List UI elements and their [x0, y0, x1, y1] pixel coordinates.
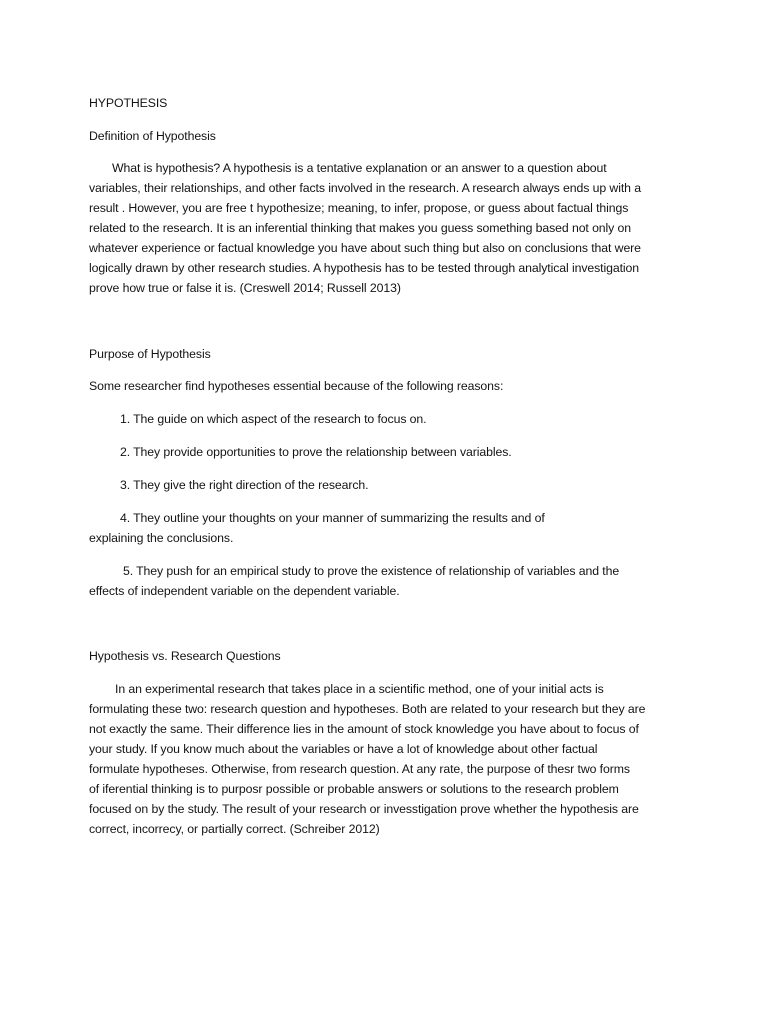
definition-paragraph — [89, 158, 641, 298]
paragraph-line: whatever experience or factual knowledge you have about such thing but also on conclusions that were — [89, 241, 641, 255]
paragraph-line: formulating these two: research question and hypotheses. Both are related to your research but they are — [89, 702, 646, 716]
paragraph-line: your study. If you know much about the variables or have a lot of knowledge about other factual — [89, 742, 598, 756]
paragraph-line: In an experimental research that takes place in a scientific method, one of your initial acts is — [115, 682, 604, 696]
paragraph-line: of iferential thinking is to purposr possible or probable answers or solutions to the research problem — [89, 782, 619, 796]
reason-text: 5. They push for an empirical study to prove the existence of relationship of variables and the — [123, 564, 620, 578]
paragraph-line: formulate hypotheses. Otherwise, from research question. At any rate, the purpose of thesr two forms — [89, 762, 630, 776]
reason-item-5 — [89, 561, 619, 601]
paragraph-line: prove how true or false it is. (Creswell 2014; Russell 2013) — [89, 281, 401, 295]
paragraph-line: result . However, you are free t hypothesize; meaning, to infer, propose, or guess about factual things — [89, 201, 629, 215]
reason-item-4 — [89, 508, 545, 548]
document-title: HYPOTHESIS — [89, 96, 168, 110]
reason-item-1 — [120, 409, 426, 429]
reason-text: 1. The guide on which aspect of the research to focus on. — [120, 412, 427, 426]
reason-text: 4. They outline your thoughts on your manner of summarizing the results and of — [120, 511, 545, 525]
vs-paragraph — [89, 679, 645, 839]
reason-continuation: effects of independent variable on the dependent variable. — [89, 584, 400, 598]
paragraph-line: correct, incorrecy, or partially correct. (Schreiber 2012) — [89, 822, 380, 836]
reason-text: 3. They give the right direction of the research. — [120, 478, 369, 492]
vs-heading: Hypothesis vs. Research Questions — [89, 649, 281, 663]
paragraph-line: What is hypothesis? A hypothesis is a tentative explanation or an answer to a question about — [112, 161, 607, 175]
definition-heading: Definition of Hypothesis — [89, 129, 216, 143]
reason-item-3 — [120, 475, 368, 495]
paragraph-line: focused on by the study. The result of your research or invesstigation prove whether the hypothesis are — [89, 802, 639, 816]
purpose-heading: Purpose of Hypothesis — [89, 347, 211, 361]
reason-item-2 — [120, 442, 512, 462]
paragraph-line: logically drawn by other research studies. A hypothesis has to be tested through analytical investigation — [89, 261, 640, 275]
purpose-intro: Some researcher find hypotheses essential because of the following reasons: — [89, 379, 504, 393]
reason-text: 2. They provide opportunities to prove the relationship between variables. — [120, 445, 512, 459]
paragraph-line: variables, their relationships, and other facts involved in the research. A research always ends up with a — [89, 181, 641, 195]
paragraph-line: related to the research. It is an inferential thinking that makes you guess something based not only on — [89, 221, 632, 235]
reason-continuation: explaining the conclusions. — [89, 531, 234, 545]
paragraph-line: not exactly the same. Their difference lies in the amount of stock knowledge you have about to focus of — [89, 722, 639, 736]
